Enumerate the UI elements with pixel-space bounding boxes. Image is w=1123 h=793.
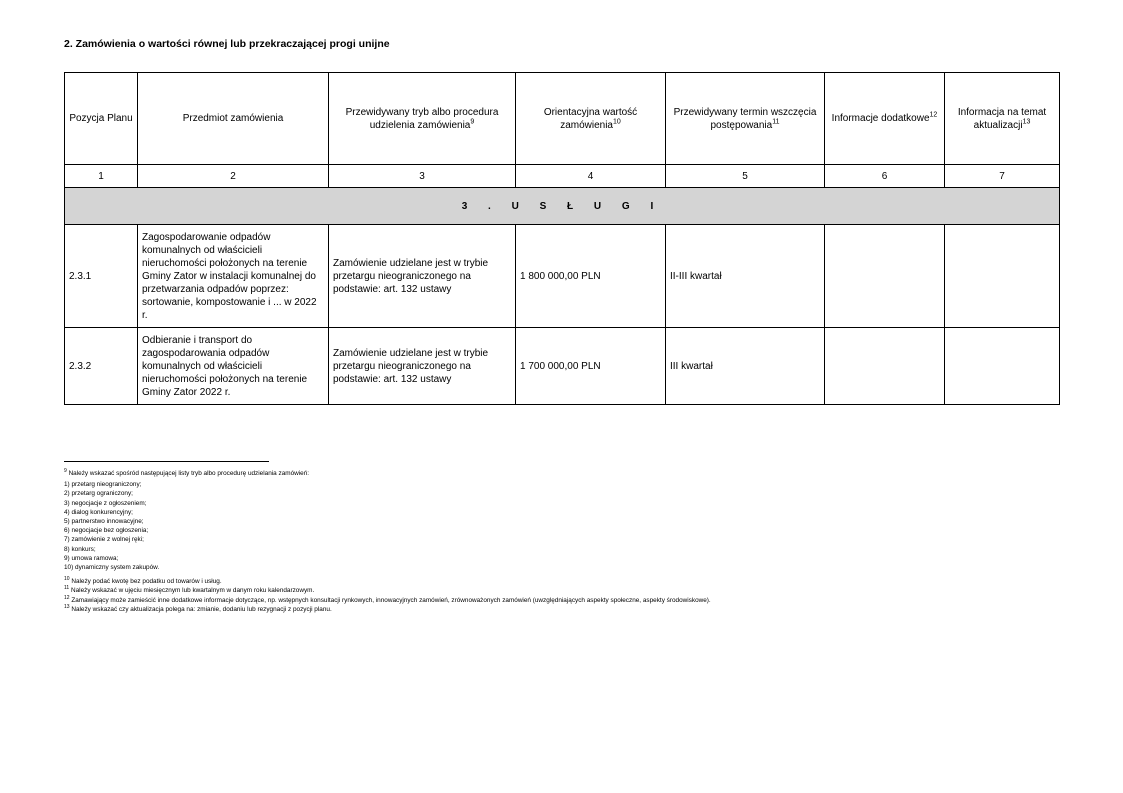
column-number: 7 <box>945 165 1060 188</box>
cell-subject: Odbieranie i transport do zagospodarowania odpadów komunalnych od właścicieli nieruchomości położonych na terenie Gminy Zator 2022 r. <box>138 328 329 405</box>
procedure-list-item: 3) negocjacje z ogłoszeniem; <box>64 499 147 507</box>
procurement-plan-table <box>64 72 1060 405</box>
cell-procedure: Zamówienie udzielane jest w trybie przetargu nieograniczonego na podstawie: art. 132 ustawy <box>329 328 516 405</box>
footnote-11: $^{11}$ Należy wskazać w ujęciu miesięcznym lub kwartalnym w danym roku kalendarzowym. <box>64 585 315 595</box>
footnote-10: $^{10}$ Należy podać kwotę bez podatku od towarów i usług. <box>64 576 222 586</box>
cell-value: 1 800 000,00 PLN <box>516 225 666 328</box>
cell-term: II-III kwartał <box>666 225 825 328</box>
header-term: Przewidywany termin wszczęcia postępowania$^{11}$ <box>666 73 825 165</box>
column-number: 5 <box>666 165 825 188</box>
header-update-info: Informacja na temat aktualizacji$^{13}$ <box>945 73 1060 165</box>
procedure-list-item: 4) dialog konkurencyjny; <box>64 508 133 516</box>
column-number-row <box>65 165 1060 188</box>
cell-update-info <box>945 328 1060 405</box>
cell-additional-info <box>825 225 945 328</box>
section-title: 3 . U S Ł U G I <box>65 188 1060 225</box>
table-row <box>65 225 1060 328</box>
section-row <box>65 188 1060 225</box>
header-procedure: Przewidywany tryb albo procedura udzielenia zamówienia$^9$ <box>329 73 516 165</box>
column-number: 1 <box>65 165 138 188</box>
cell-position: 2.3.1 <box>65 225 138 328</box>
column-number: 4 <box>516 165 666 188</box>
cell-term: III kwartał <box>666 328 825 405</box>
procedure-list-item: 9) umowa ramowa; <box>64 554 119 562</box>
table-header-row <box>65 73 1060 165</box>
header-additional-info: Informacje dodatkowe$^{12}$ <box>825 73 945 165</box>
column-number: 6 <box>825 165 945 188</box>
page-title: 2. Zamówienia o wartości równej lub przekraczającej progi unijne <box>64 38 390 50</box>
column-number: 2 <box>138 165 329 188</box>
footnotes <box>64 469 1064 614</box>
cell-value: 1 700 000,00 PLN <box>516 328 666 405</box>
header-subject: Przedmiot zamówienia <box>138 73 329 165</box>
cell-additional-info <box>825 328 945 405</box>
cell-subject: Zagospodarowanie odpadów komunalnych od właścicieli nieruchomości położonych na terenie Gminy Zator w instalacji komunalnej do przetwarzania odpadów poprzez: sortowanie, kompostowanie i ... w 2022 r. <box>138 225 329 328</box>
procedure-list-item: 5) partnerstwo innowacyjne; <box>64 518 144 526</box>
procedure-list-item: 10) dynamiczny system zakupów. <box>64 564 160 572</box>
footnote-13: $^{13}$ Należy wskazać czy aktualizacja polega na: zmianie, dodaniu lub rezygnacji z pozycji planu. <box>64 603 332 613</box>
procedure-list-item: 6) negocjacje bez ogłoszenia; <box>64 527 149 535</box>
procedure-list-item: 7) zamówienie z wolnej ręki; <box>64 536 144 544</box>
cell-position: 2.3.2 <box>65 328 138 405</box>
header-value: Orientacyjna wartość zamówienia$^{10}$ <box>516 73 666 165</box>
cell-procedure: Zamówienie udzielane jest w trybie przetargu nieograniczonego na podstawie: art. 132 ustawy <box>329 225 516 328</box>
header-position: Pozycja Planu <box>65 73 138 165</box>
procedure-list-item: 2) przetarg ograniczony; <box>64 490 133 498</box>
procedure-list-item: 8) konkurs; <box>64 545 96 553</box>
footnote-12: $^{12}$ Zamawiający może zamieścić inne dodatkowe informacje dotyczące, np. wstępnych konsultacji rynkowych, innowacyjnych zamówień, zrównoważonych zamówień (uwzględniających aspekty społeczne, aspekty środowiskowe). <box>64 594 711 604</box>
table-row <box>65 328 1060 405</box>
procedure-list-item: 1) przetarg nieograniczony; <box>64 481 142 489</box>
cell-update-info <box>945 225 1060 328</box>
footnote-separator <box>64 461 269 462</box>
footnote-9: $^9$ Należy wskazać spośród następującej listy tryb albo procedurę udzielania zamówień: <box>64 467 310 477</box>
column-number: 3 <box>329 165 516 188</box>
